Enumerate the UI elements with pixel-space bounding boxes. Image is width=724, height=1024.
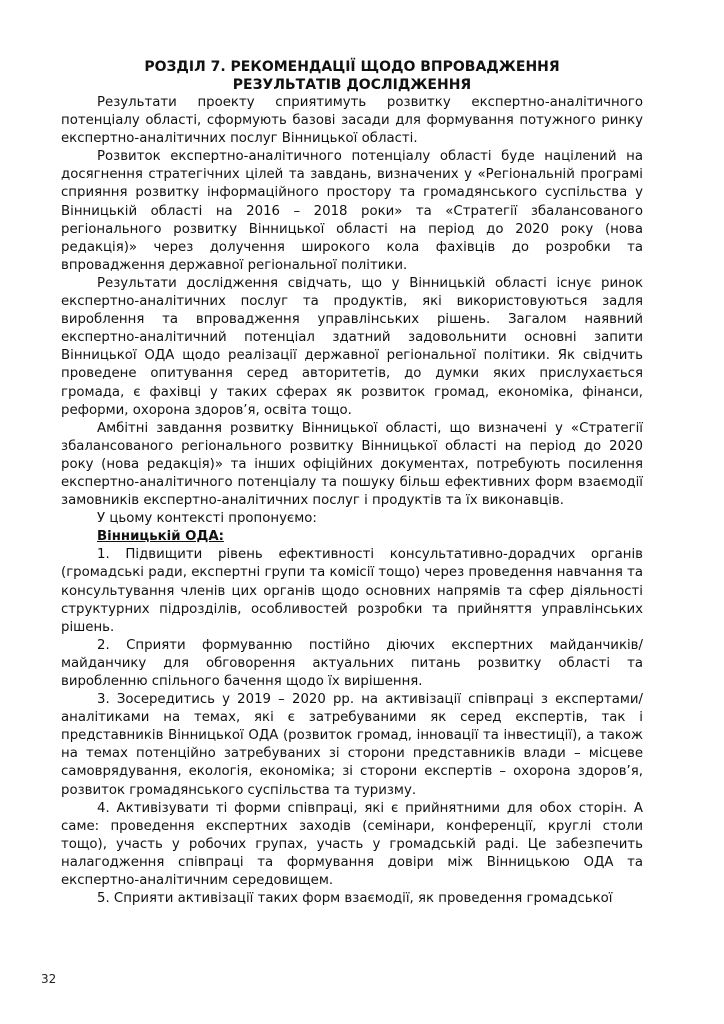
section-title-line-2: РЕЗУЛЬТАТІВ ДОСЛІДЖЕННЯ [232, 77, 472, 93]
recommendation-item-4: 4. Активізувати ті форми співпраці, які є прийнятними для обох сторін. А саме: проведення експертних заходів (семінари, конференції, круглі столи тощо), участь у робочих групах, участь у громадській раді. Це забезпечить налагодження співпраці та формування довіри між Вінницькою ОДА та експертно-аналітичним середовищем. [61, 800, 643, 889]
paragraph-potential-development: Розвиток експертно-аналітичного потенціалу області буде націлений на досягнення стратегічних цілей та завдань, визначених у «Регіональній програмі сприяння розвитку інформаційного простору та громадянського суспільства у Вінницькій області на 2016 – 2018 роки» та «Стратегії збалансованого регіонального розвитку Вінницької області на період до 2020 року (нова редакція)» через долучення широкого кола фахівців до розробки та впровадження державної регіональної політики. [61, 149, 643, 273]
page-number: 32 [41, 972, 57, 986]
recommendation-item-3: 3. Зосередитись у 2019 – 2020 рр. на активізації співпраці з експертами/ аналітиками на темах, які є затребуваними як серед експертів, так і представників Вінницької ОДА (розвиток громад, інновації та інвестиції), а також на темах потенційно затребуваних зі сторони представників влади – місцеве самоврядування, екологія, економіка; зі сторони експертів – охорона здоров’я, розвиток громадянського суспільства та туризму. [61, 692, 643, 798]
recommendation-item-5: 5. Сприяти активізації таких форм взаємодії, як проведення громадської [97, 891, 613, 907]
paragraph-project-results: Результати проекту сприятимуть розвитку експертно-аналітичного потенціалу області, сформують базові засади для формування потужного ринку експертно-аналітичних послуг Вінницької області. [61, 95, 643, 147]
section-title [61, 58, 643, 94]
paragraph-research-results: Результати дослідження свідчать, що у Вінницькій області існує ринок експертно-аналітичних послуг та продуктів, які використовуються задля вироблення та впровадження управлінських рішень. Загалом наявний експертно-аналітичний потенціал здатний задовольнити основні запити Вінницької ОДА щодо реалізації державної регіональної політики. Як свідчить проведене опитування серед авторитетів, до думки яких прислухається громада, є фахівці у таких сферах як розвиток громад, економіка, фінанси, реформи, охорона здоров’я, освіта тощо. [61, 275, 643, 418]
document-page [61, 58, 643, 908]
recommendation-item-1: 1. Підвищити рівень ефективності консультативно-дорадчих органів (громадські ради, експертні групи та комісії тощо) через проведення навчання та консультування членів цих органів щодо основних напрямів та сфер діяльності структурних підрозділів, особливостей розробки та прийняття управлінських рішень. [61, 547, 643, 635]
recommendation-subheading: Вінницькій ОДА: [97, 529, 224, 545]
paragraph-context-intro: У цьому контексті пропонуємо: [97, 511, 317, 527]
recommendation-item-2: 2. Сприяти формуванню постійно діючих експертних майданчиків/ майданчику для обговорення актуальних питань розвитку області та виробленню спільного бачення щодо їх вирішення. [61, 637, 643, 689]
paragraph-ambitious-tasks: Амбітні завдання розвитку Вінницької області, що визначені у «Стратегії збалансованого регіонального розвитку Вінницької області на період до 2020 року (нова редакція)» та інших офіційних документах, потребують посилення експертно-аналітичного потенціалу та пошуку більш ефективних форм взаємодії замовників експертно-аналітичних послуг і продуктів та їх виконавців. [61, 420, 643, 509]
section-title-line-1: РОЗДІЛ 7. РЕКОМЕНДАЦІЇ ЩОДО ВПРОВАДЖЕННЯ [144, 59, 560, 75]
